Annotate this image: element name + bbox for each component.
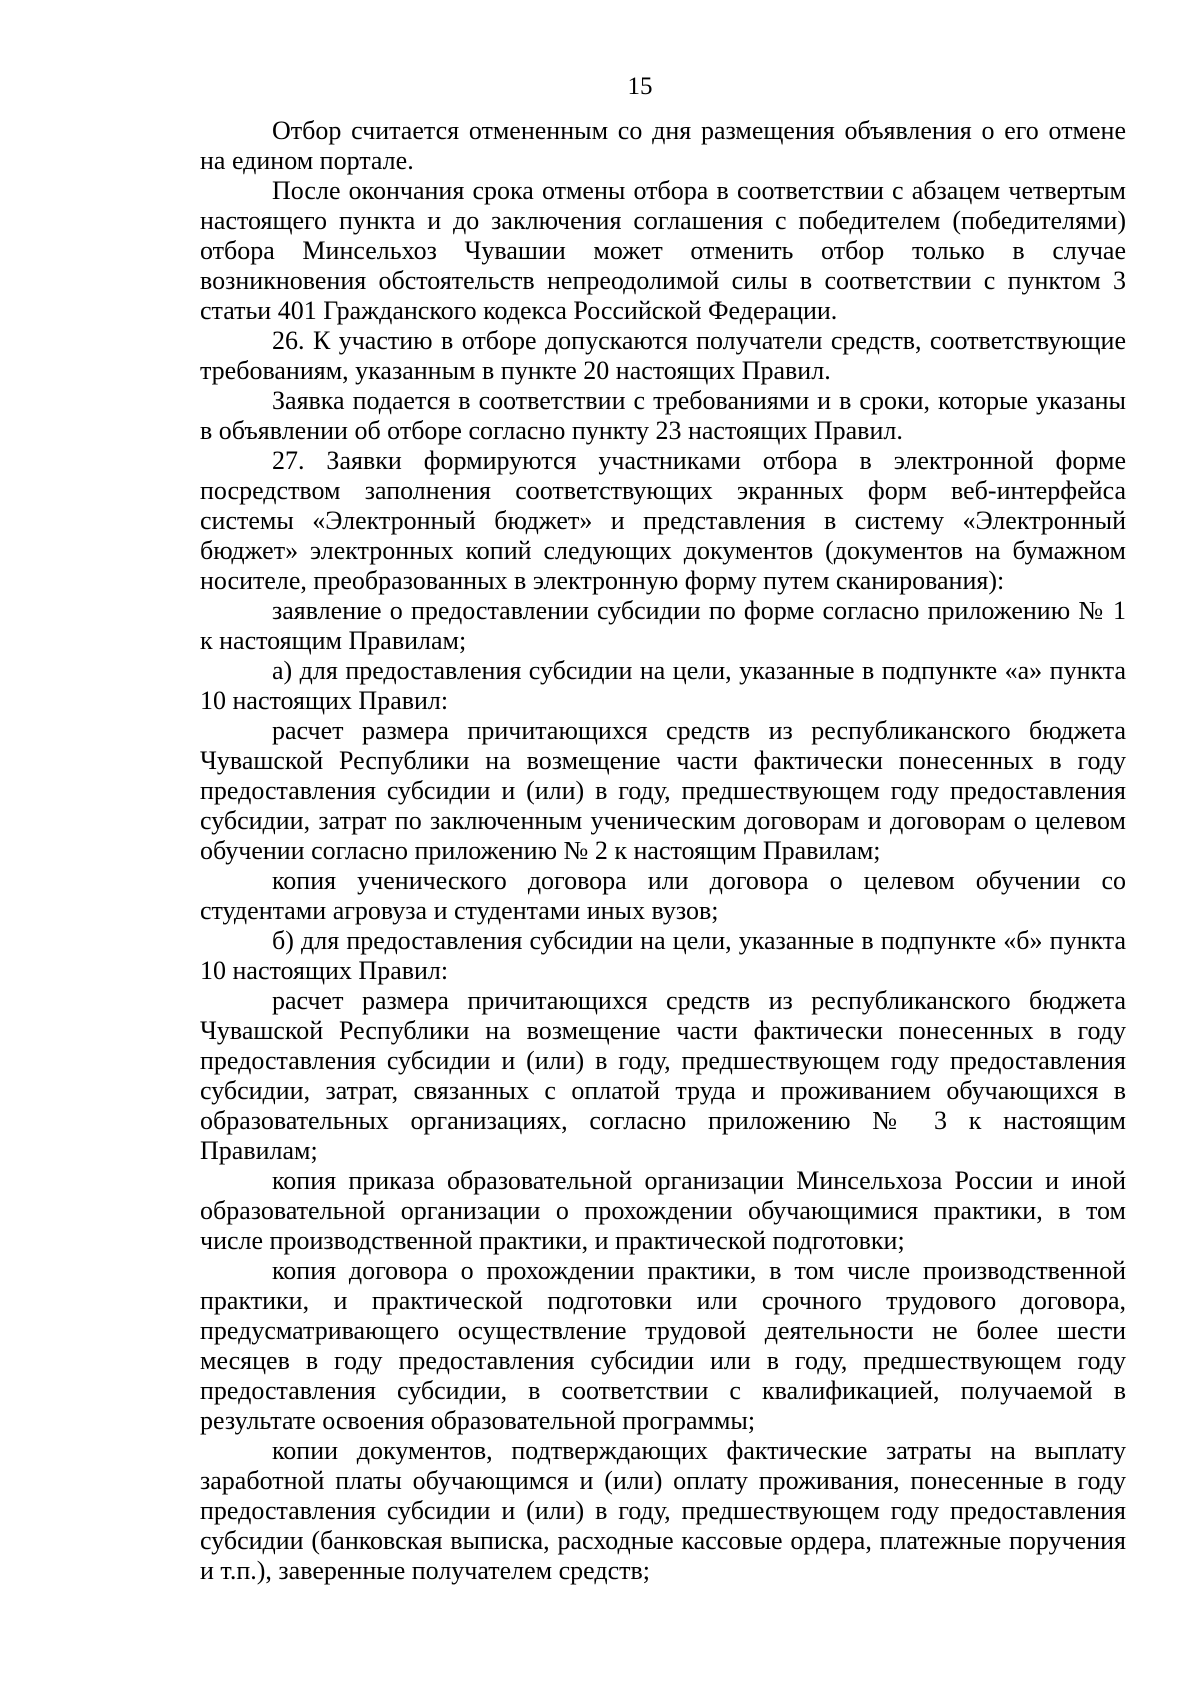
paragraph: Заявка подается в соответствии с требованиями и в сроки, которые указаны в объявлении об отборе согласно пункту 23 настоящих Правил. xyxy=(200,386,1126,445)
paragraph: заявление о предоставлении субсидии по форме согласно приложению № 1 к настоящим Правилам; xyxy=(200,596,1126,655)
paragraph: После окончания срока отмены отбора в соответствии с абзацем четвертым настоящего пункта и до заключения соглашения с победителем (победителями) отбора Минсельхоз Чувашии может отменить отбор только в случае возникновения обстоятельств непреодолимой силы в соответствии с пунктом 3 статьи 401 Гражданского кодекса Российской Федерации. xyxy=(200,176,1126,325)
paragraph: копия приказа образовательной организации Минсельхоза России и иной образовательной организации о прохождении обучающимися практики, в том числе производственной практики, и практической подготовки; xyxy=(200,1166,1126,1255)
paragraph: расчет размера причитающихся средств из республиканского бюджета Чувашской Республики на возмещение части фактически понесенных в году предоставления субсидии и (или) в году, предшествующем году предоставления субсидии, затрат, связанных с оплатой труда и проживанием обучающихся в образовательных организациях, согласно приложению № 3 к настоящим Правилам; xyxy=(200,986,1126,1165)
paragraph: Отбор считается отмененным со дня размещения объявления о его отмене на едином портале. xyxy=(200,116,1126,175)
paragraph: б) для предоставления субсидии на цели, указанные в подпункте «б» пункта 10 настоящих Правил: xyxy=(200,926,1126,985)
paragraph: 27. Заявки формируются участниками отбора в электронной форме посредством заполнения соответствующих экранных форм веб-интерфейса системы «Электронный бюджет» и представления в систему «Электронный бюджет» электронных копий следующих документов (документов на бумажном носителе, преобразованных в электронную форму путем сканирования): xyxy=(200,446,1126,595)
paragraph: расчет размера причитающихся средств из республиканского бюджета Чувашской Республики на возмещение части фактически понесенных в году предоставления субсидии и (или) в году, предшествующем году предоставления субсидии, затрат по заключенным ученическим договорам и договорам о целевом обучении согласно приложению № 2 к настоящим Правилам; xyxy=(200,716,1126,865)
paragraph: копия ученического договора или договора о целевом обучении со студентами агровуза и студентами иных вузов; xyxy=(200,866,1126,925)
page-number: 15 xyxy=(627,73,653,100)
paragraph: копии документов, подтверждающих фактические затраты на выплату заработной платы обучающимся и (или) оплату проживания, понесенные в году предоставления субсидии и (или) в году, предшествующем году предоставления субсидии (банковская выписка, расходные кассовые ордера, платежные поручения и т.п.), заверенные получателем средств; xyxy=(200,1436,1126,1585)
paragraph: а) для предоставления субсидии на цели, указанные в подпункте «а» пункта 10 настоящих Правил: xyxy=(200,656,1126,715)
paragraph: копия договора о прохождении практики, в том числе производственной практики, и практической подготовки или срочного трудового договора, предусматривающего осуществление трудовой деятельности не более шести месяцев в году предоставления субсидии или в году, предшествующем году предоставления субсидии, в соответствии с квалификацией, получаемой в результате освоения образовательной программы; xyxy=(200,1256,1126,1435)
document-body xyxy=(200,116,1126,1586)
paragraph: 26. К участию в отборе допускаются получатели средств, соответствующие требованиям, указанным в пункте 20 настоящих Правил. xyxy=(200,326,1126,385)
